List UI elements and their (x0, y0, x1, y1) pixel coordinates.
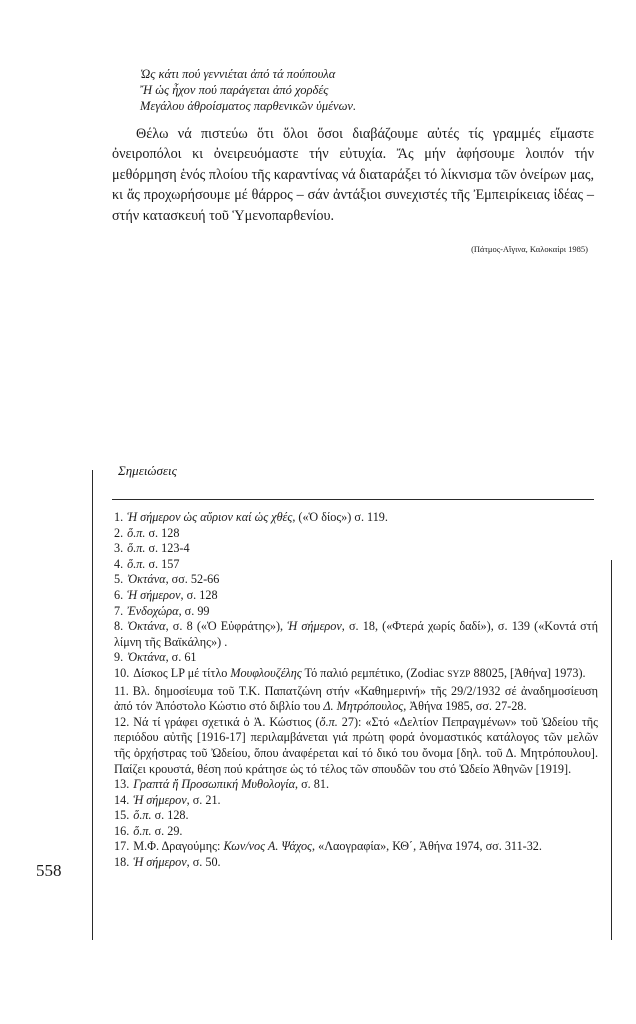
footnote-item (114, 808, 598, 824)
footnote-item (114, 684, 598, 715)
footnote-number: 11. (114, 683, 129, 698)
footnote-number: 8. (114, 619, 124, 634)
footnote-title: Ἡ σήμερον ὡς αὔριον καί ὡς χθές (127, 510, 293, 524)
footnote-item (114, 839, 598, 855)
footnote-title: ὅ.π. (319, 714, 338, 729)
footnote-title: Ἐνδοχώρα (127, 603, 179, 618)
footnote-number: 6. (114, 587, 124, 602)
footnote-title: ὅ.π. (133, 823, 152, 838)
footnote-text: , σ. 61 (165, 650, 197, 665)
footnote-item (114, 715, 598, 777)
footnote-text: , σ. 8 («Ὁ Εὐφράτης»), (165, 619, 288, 634)
footnote-text: Νά τί γράφει σχετικά ὁ Ἀ. Κώστιος ( (133, 714, 320, 729)
footnote-item (114, 824, 598, 840)
footnote-text: , Ἀθήνα 1985, σσ. 27-28. (403, 699, 527, 714)
footnote-text: , σ. 21. (186, 792, 221, 807)
footnote-item (114, 510, 598, 526)
footnote-text: , σ. 128 (180, 587, 218, 602)
footnote-text: Μ.Φ. Δραγούμης: (133, 839, 224, 854)
footnote-title: ὅ.π. (133, 808, 152, 823)
poem-line: Ὡς κάτι πού γεννιέται ἀπό τά πούπουλα (140, 67, 336, 81)
footnote-text: σ. 128. (151, 808, 189, 823)
footnote-number: 3. (114, 541, 124, 556)
footnote-title: Ὀκτάνα (127, 650, 166, 665)
footnote-item (114, 557, 598, 573)
footnote-item (114, 650, 598, 666)
footnote-number: 16. (114, 823, 130, 838)
footnote-text: , «Λαογραφία», ΚΘ΄, Ἀθήνα 1974, σσ. 311-32. (312, 839, 542, 854)
footnote-title: Ἡ σήμερον (133, 855, 187, 870)
footnote-number: 9. (114, 650, 124, 665)
prose-paragraph: Θέλω νά πιστεύω ὅτι ὅλοι ὅσοι διαβάζουμε αὐτές τίς γραμμές εἴμαστε ὀνειροπόλοι κι ὀνειρευόμαστε τήν εὐτυχία. Ἄς μήν ἀφήσουμε λοιπόν τήν μεθόρμηση ἑνός πλοίου τῆς καραντίνας νά διαταράξει τό λίκνισμα τῶν ὀνείρων μας, κι ἄς προχωρήσουμε μέ θάρρος – σάν ἀντάξιοι συνεχιστές τῆς Ἐμπειρίκειας ἰδέας – στήν κατασκευή τοῦ Ὑμενοπαρθενίου. (112, 126, 594, 224)
footnote-text: 88025, [Ἀθήνα] 1973). (470, 665, 586, 680)
notes-heading: Σημειώσεις (118, 463, 177, 478)
footnote-title: ὅ.π. (127, 525, 146, 540)
footnote-item (114, 855, 598, 871)
footnote-title: Γραπτά ἤ Προσωπική Μυθολογία (133, 777, 295, 792)
footnote-text: , («Ὁ δίος») σ. 119. (292, 510, 388, 524)
footnote-item (114, 604, 598, 620)
poem-line: Ἤ ὡς ἦχον πού παράγεται ἀπό χορδές (140, 83, 329, 97)
notes-list (114, 510, 598, 871)
footnote-item (114, 572, 598, 588)
footnote-number: 14. (114, 792, 130, 807)
footnote-title: Κων/νος Α. Ψάχος (223, 839, 313, 854)
footnote-number: 18. (114, 855, 130, 870)
footnote-text: Τό παλιό ρεμπέτικο, (Zodiac (301, 665, 448, 680)
footnote-text: , σσ. 52-66 (165, 572, 220, 587)
footnote-number: 5. (114, 572, 124, 587)
footnote-text: Βλ. δημοσίευμα τοῦ Τ.Κ. Παπατζώνη στήν «Καθημερινή» τῆς 29/2/1932 σέ ἀναδημοσίευση ἀπό τόν Ἀπόστολο Κώστιο στό διβλίο του (114, 683, 598, 714)
footnote-text: σ. 29. (151, 823, 183, 838)
footnote-number: 12. (114, 714, 130, 729)
footnote-title: Ὀκτάνα (127, 572, 166, 587)
footnote-title: ὅ.π. (127, 556, 146, 571)
footnote-number: 10. (114, 665, 130, 680)
footnote-number: 7. (114, 603, 124, 618)
footnote-text: SYZP (447, 669, 471, 680)
footnote-text: Δίσκος LP μέ τίτλο (133, 665, 231, 680)
footnote-number: 15. (114, 808, 130, 823)
footnote-text: , σ. 81. (295, 777, 329, 792)
footnote-item (114, 588, 598, 604)
notes-divider (112, 499, 594, 500)
footnote-number: 13. (114, 777, 130, 792)
footnote-title: Ἡ σήμερον (127, 587, 181, 602)
footnote-text: , σ. 18, («Φτερά χωρίς δαδί»), σ. 139 («Κοντά στή λίμνη τῆς Βαϊκάλης») . (114, 619, 598, 649)
footnote-number: 2. (114, 525, 124, 540)
page-number: 558 (36, 861, 62, 880)
place-date-signature: (Πάτμος-Αἴγινα, Καλοκαίρι 1985) (471, 244, 588, 254)
footnote-text: , σ. 99 (178, 603, 210, 618)
footnote-title: Ὀκτάνα (127, 619, 166, 634)
footnote-text: σ. 123-4 (145, 541, 190, 556)
poem-verse (140, 66, 560, 114)
footnote-item (114, 526, 598, 542)
footnote-item (114, 619, 598, 650)
footnote-title: ὅ.π. (127, 541, 146, 556)
footnote-item (114, 793, 598, 809)
footnote-item (114, 541, 598, 557)
footnote-title: Μουφλουζέλης (230, 665, 302, 680)
footnote-text: , σ. 50. (186, 855, 221, 870)
footnote-number: 1. (114, 510, 124, 524)
footnote-number: 4. (114, 556, 124, 571)
footnote-item (114, 777, 598, 793)
footnote-title: Ἡ σήμερον (133, 792, 187, 807)
footnote-number: 17. (114, 839, 130, 854)
margin-rule-right (611, 560, 612, 940)
footnote-title: Δ. Μητρόπουλος (323, 699, 404, 714)
footnote-text: σ. 157 (145, 556, 180, 571)
footnote-title: Ἡ σήμερον (287, 619, 342, 634)
margin-rule-left (92, 470, 93, 940)
footnote-text: 27): «Στό «Δελτίον Πεπραγμένων» τοῦ Ὠδείου τῆς περιόδου αὐτῆς [1916-17] περιλαμβάνεται γιά πρώτη φορά ὀνομαστικός κατάλογος τῶν μελῶν τῆς ὀρχήστρας τοῦ Ὠδείου, ὅπου ἀναφέρεται καί τό δικό του ὄνομα [δηλ. τοῦ Δ. Μητρόπουλου]. Παίζει κρουστά, θέση πού κράτησε ὡς τό τέλος τῶν σπουδῶν του στό Ὠδείο Ἀθηνῶν [1919]. (114, 714, 598, 776)
footnote-item (114, 666, 598, 684)
poem-line: Μεγάλου ἀθροίσματος παρθενικῶν ὑμένων. (140, 99, 357, 113)
footnote-text: σ. 128 (145, 525, 180, 540)
